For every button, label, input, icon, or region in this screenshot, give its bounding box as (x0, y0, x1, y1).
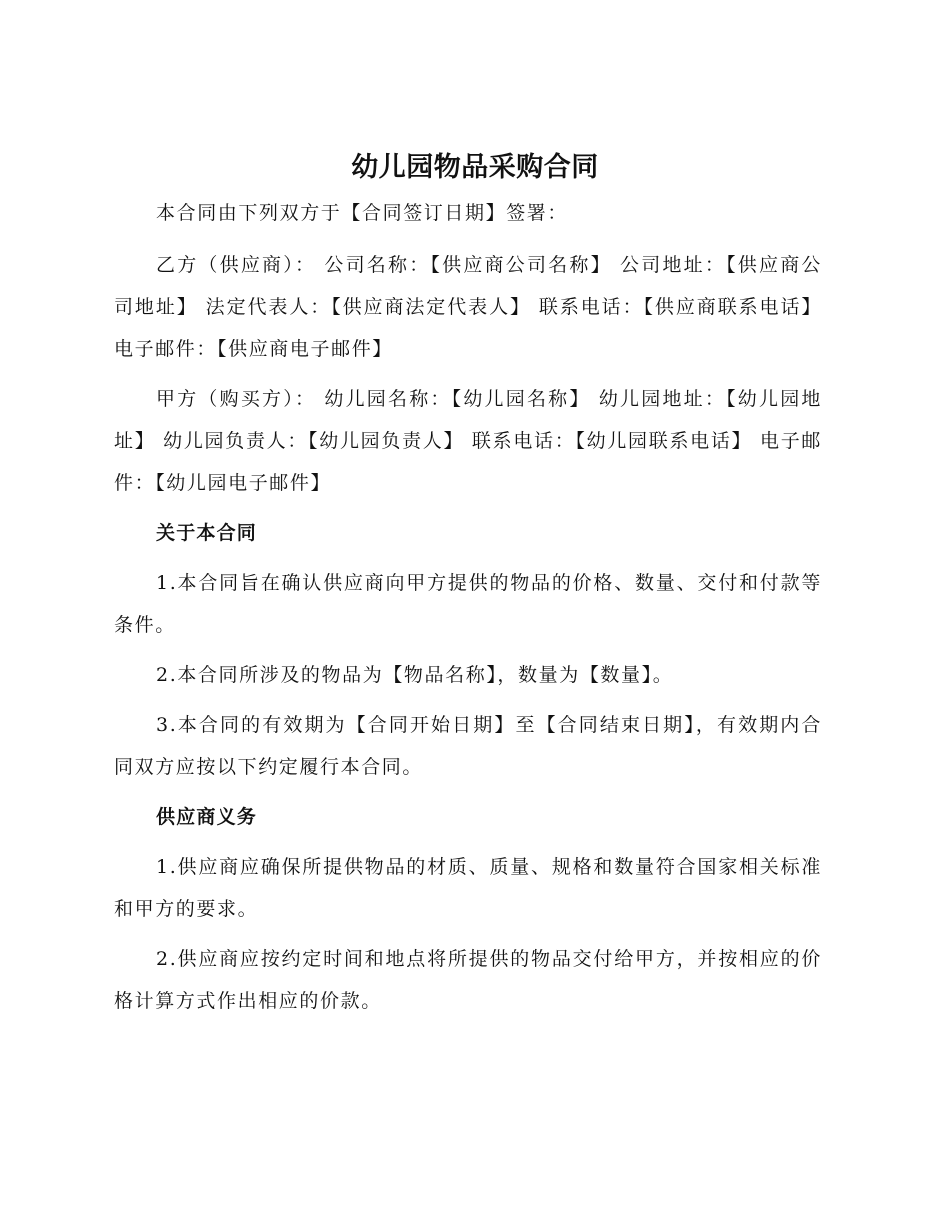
section-heading-about: 关于本合同 (156, 522, 258, 544)
supplier-item-2: 2.供应商应按约定时间和地点将所提供的物品交付给甲方，并按相应的价格计算方式作出相应的价款。 (114, 948, 822, 1012)
about-item-1: 1.本合同旨在确认供应商向甲方提供的物品的价格、数量、交付和付款等条件。 (114, 572, 822, 636)
document-body (114, 192, 822, 1030)
intro-paragraph: 本合同由下列双方于【合同签订日期】签署： (156, 202, 569, 224)
section-heading-supplier: 供应商义务 (156, 806, 258, 828)
about-item-3: 3.本合同的有效期为【合同开始日期】至【合同结束日期】，有效期内合同双方应按以下约定履行本合同。 (114, 714, 822, 778)
party-b-paragraph: 乙方（供应商）： 公司名称：【供应商公司名称】 公司地址：【供应商公司地址】 法定代表人：【供应商法定代表人】 联系电话：【供应商联系电话】 电子邮件：【供应商电子邮件】 (114, 254, 822, 360)
document-title: 幼儿园物品采购合同 (351, 152, 599, 183)
about-item-2: 2.本合同所涉及的物品为【物品名称】，数量为【数量】。 (156, 664, 674, 686)
supplier-item-1: 1.供应商应确保所提供物品的材质、质量、规格和数量符合国家相关标准和甲方的要求。 (114, 856, 822, 920)
party-a-paragraph: 甲方（购买方）： 幼儿园名称：【幼儿园名称】 幼儿园地址：【幼儿园地址】 幼儿园负责人：【幼儿园负责人】 联系电话：【幼儿园联系电话】 电子邮件：【幼儿园电子邮件】 (114, 388, 822, 494)
